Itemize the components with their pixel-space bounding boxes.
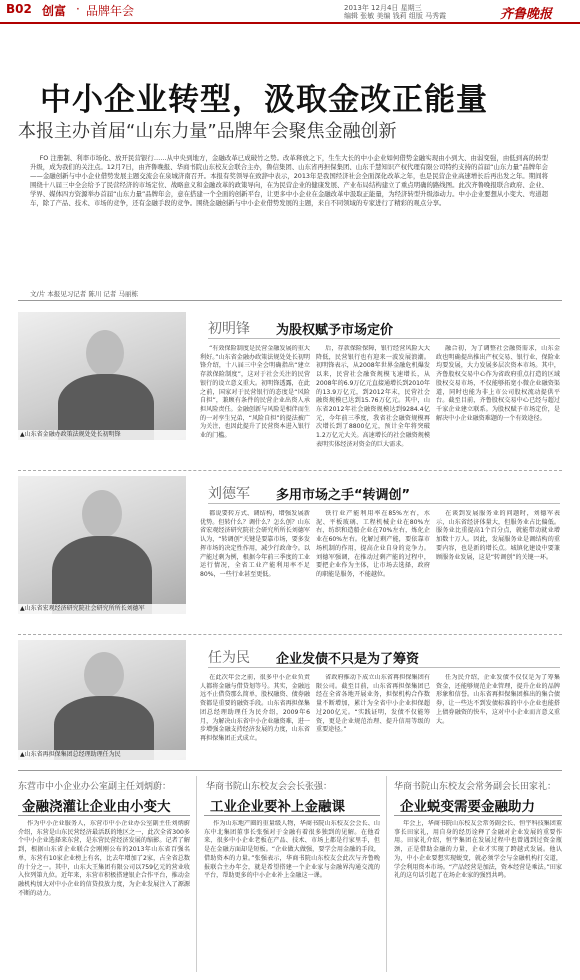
main-headline: 中小企业转型，汲取金改正能量: [40, 82, 488, 118]
profile-name: 初明锋: [208, 321, 250, 337]
profile-title: 为股权赋予市场定价: [276, 323, 394, 338]
profile-title: 多用市场之手“转调创”: [276, 488, 411, 503]
title-rule: [208, 503, 560, 504]
editor-credits: 编辑 张敏 美编 钱莉 组版 马秀霞: [344, 12, 447, 20]
column-text: 作为中小企业服务人，东营市中小企业办公室副主任刘炳蔚介绍，东营是山东民营经济最活跃的地区之一，此次全省300多个中小企业选择来东营，是东营民营经济发展的缩影。记者了解到，根据山东省企业联合会刚刚公布的2013年山东省百强名单，东营有10家企业榜上有名，比去年增加了2家，占全省总数的十分之一。其中，山东大王集团有限公司以759亿元的营业收入位列第九位。近年来，东营市积极搭建银企合作平台，推动金融机构加大对中小企业的信贷投放力度，为企业发展注入了源源不断的动力。: [18, 820, 190, 897]
title-rule: [208, 667, 560, 668]
section-name: 创富: [42, 4, 67, 18]
profile-column: 在谈到发展服务业的问题时，刘德军表示，山东省经济体量大，但服务业占比偏低。服务业比重提高1个百分点，就能带动就业增加数十万人。因此，发展服务业是调结构的重要内容，也是新的增长点。城镇化建设中要兼顾服务业发展，这是“转调创”的关键一环。: [436, 510, 560, 561]
profile-column: 省政府推动下成立山东省再担保集团有限公司。截至目前，山东省再担保集团已经在全省各地开展业务，担保机构合作数量不断增加，累计为全省中小企业担保超过200亿元。“实践证明，发债不仅能筹资，更是企业规范治理、提升信用等级的重要途径。”: [316, 674, 430, 734]
profile-column: 后，存款保险保障，银行经营风险大大降低，民营银行也有迎来一波发展浪潮。初明锋表示，从2008年世界金融危机爆发以来，民营社会融资规模飞速增长，从2008年的6.9万亿元直接通增长到2010年的13.9万亿元，到2012年末，民营社会融资规模已达到15.76万亿元。其中，山东省2012年社会融资规模达到9284.4亿元，今年前三季度，我省社会融资规模再次增长到了8800亿元，预计全年将突破1.2万亿元大关。高速增长的社会融资规模表明实体经济对资金的巨大需求。: [316, 345, 430, 448]
issue-date: 2013年 12月4日 星期三: [344, 4, 422, 12]
section-divider: [18, 470, 562, 471]
speaker-label: 华商书院山东校友会会长张强：: [206, 782, 333, 792]
profile-column: 都说要转方式、调结构，增强发展新优势。但转什么？调什么？怎么创？山东省宏观经济研究院社会研究所所长刘德军认为，“转调创”关键是要靠市场，要多发挥市场的决定性作用，减少行政命令。以产能过剩为例，根据今年前三季度的工业运行情况，全省工业产能利用率不足80%，一些行业甚至更低。: [200, 510, 310, 578]
profile-name: 任为民: [208, 650, 250, 666]
profile-column: 在此次年会之前，很多中小企业负责人都将金融与借贷划等号。其实，金融远远不止借贷那么简单，股权融资、债券融资都是重要的融资手段。山东省再担保集团总经理助理任为民介绍，2009年6月，为解决山东省中小企业融资难，进一步增强金融支持经济发展的力度，山东省再担保集团正式成立。: [200, 674, 310, 742]
portrait-photo-3: [18, 640, 186, 760]
column-title: 金融浇灌让企业由小变大: [22, 799, 171, 815]
photo-caption: ▲山东省宏观经济研究院社会研究所所长刘德军: [18, 604, 186, 614]
column-title: 工业企业要补上金融课: [210, 799, 345, 815]
column-text: 作为山东地产圈的重量级人物，华商书院山东校友会会长、山东中北集团董事长张强对于金融有着很多独到的见解。在他看来，很多中小企业老板在产品、技术、市场上都是行家里手，但是在金融方面却是短板。“企业做大做强，要学会用金融的手段，借助资本的力量。”张强表示，华商书院山东校友会此次与齐鲁晚报联合主办年会，就是希望搭建一个企业家与金融界沟通交流的平台，帮助更多的中小企业补上金融这一课。: [204, 820, 380, 880]
profile-title: 企业发债不只是为了筹资: [276, 652, 420, 667]
profile-column: “有效保险制度是民营金融发展的重大利好。”山东省金融办政策法规处处长初明锋介绍，十八届三中全会明确指出“建立存款保险制度”，这对于社会关注的民营银行的设立意义重大。初明锋透露，在此之前，国家对于民营银行的态度是“风险自担”，兼顾有条件的民营企业出资人承担风险责任。金融创新与风险是相伴而生的一对孪生兄弟，“风险自担”的提法被广为关注，也因此提升了民营资本进入银行业的门槛。: [200, 345, 310, 440]
section-separator: ·: [76, 2, 80, 16]
section-code: B02: [6, 2, 32, 16]
column-rule: [18, 815, 190, 816]
column-rule: [394, 815, 562, 816]
column-separator: [196, 776, 197, 972]
portrait-photo-2: [18, 476, 186, 614]
page-header: [0, 0, 580, 24]
title-rule: [208, 338, 560, 339]
byline-divider: [18, 300, 562, 301]
section-divider: [18, 634, 562, 635]
section-subtitle: 品牌年会: [86, 4, 135, 18]
intro-paragraph: FO 注册制、利率市场化、放开民营银行……从中央到地方，金融改革已成破竹之势。改革释放之下，生生大长的中小企业如何借势金融实现由小到大、由弱变强，由低到高的转型升级，成为我们的关注点。12月7日，由齐鲁晚报、华商书院山东校友会联合主办，鲁信集团、山东省再担保集团、山东千慧知识产权代理有限公司特约支持的首届“山东力量”品牌年会——金融创新与中小企业借势发展主题交流会在泉城济南召开。本报有奖领导在致辞中表示，2013年是我国经济社会全面深化改革之年，也是民营企业高速增长后再出发之年。期间将围绕十八届三中全会给予了民营经济的市场定位、战略意义和金融改革的政策导向，在为民营企业的健康发展、产业布局结构建立了重点明确的路线图。此次齐鲁晚报联合政府、企业、学界、媒体四方资源举办首届“山东力量”品牌年会，意在搭建一个全面的创新平台，让更多中小企业在金融改革中汲取正能量，为经济转型升级添动力。中小企业要想从小变大、弯道超车，除了产品、技术、市场的竞争，还有金融手段的竞争。围绕金融创新与中小企业借势发展的主题，来自不同领域的专家进行了精彩的观点分享。: [30, 154, 548, 208]
sub-headline: 本报主办首届“山东力量”品牌年会聚焦金融创新: [18, 121, 397, 142]
profile-name: 刘德军: [208, 486, 250, 502]
speaker-label: 东营市中小企业办公室副主任刘炳蔚：: [18, 782, 172, 792]
profile-column: 铁行业产能利用率在85%左右，水泥、平板玻璃、工程机械企业在80%左右，纺织和造船企业在70%左右，炼化企业在60%左右。化解过剩产能，要依靠市场机制的作用，提高企业自身的竞争力。刘德军强调，在推动过剩产能的过程中，要把企业作为主体，让市场去选择，政府的职能是服务，不能越位。: [316, 510, 430, 578]
section-divider: [18, 770, 562, 771]
column-text: 年会上，华商书院山东校友会常务副会长、恒宇科技集团董事长田家礼，用自身的经历诠释了金融对企业发展的重要作用。田家礼介绍，恒宇集团在发展过程中也曾遇到过资金瓶颈，正是借助金融的力量，企业才实现了跨越式发展。他认为，中小企业要想实现蜕变，就必须学会与金融机构打交道，学会利用资本市场。“产品经营是加法，资本经营是乘法。”田家礼的这句话引起了在场企业家的强烈共鸣。: [394, 820, 562, 880]
column-rule: [204, 815, 380, 816]
portrait-photo-1: [18, 312, 186, 440]
photo-caption: ▲山东省金融办政策法规处处长初明锋: [18, 430, 186, 440]
masthead-logo: 齐鲁晚报: [500, 7, 553, 22]
speaker-label: 华商书院山东校友会常务副会长田家礼：: [394, 782, 557, 792]
profile-column: 任为民介绍，企业发债不仅仅是为了筹集资金，还能够规范企业管理，提升企业的品牌形象和信誉。山东省再担保集团推出的集合债券，让一些达不到发债标准的中小企业也能搭上债券融资的快车，这对中小企业而言意义重大。: [436, 674, 560, 725]
column-separator: [386, 776, 387, 972]
byline: 文/片 本报见习记者 陈川 记者 马丽栋: [30, 290, 138, 298]
profile-column: 融合初，为了调整社会融资需求，山东金政也明确提出推出产权交易、银行业、保险业均要发展，大力发展多层次资本市场。其中，齐鲁股权交易中心作为省政府重点打造的区域股权交易市场，不仅能够拓宽小微企业融资渠道，同时也能为非上市公司股权流动提供平台。截至目前，齐鲁股权交易中心已经与超过千家企业建立联系。为股权赋予市场定价，是解决中小企业融资难题的一个有效途径。: [436, 345, 560, 422]
photo-caption: ▲山东省再担保集团总经理助理任为民: [18, 750, 186, 760]
column-title: 企业蜕变需要金融助力: [400, 799, 535, 815]
